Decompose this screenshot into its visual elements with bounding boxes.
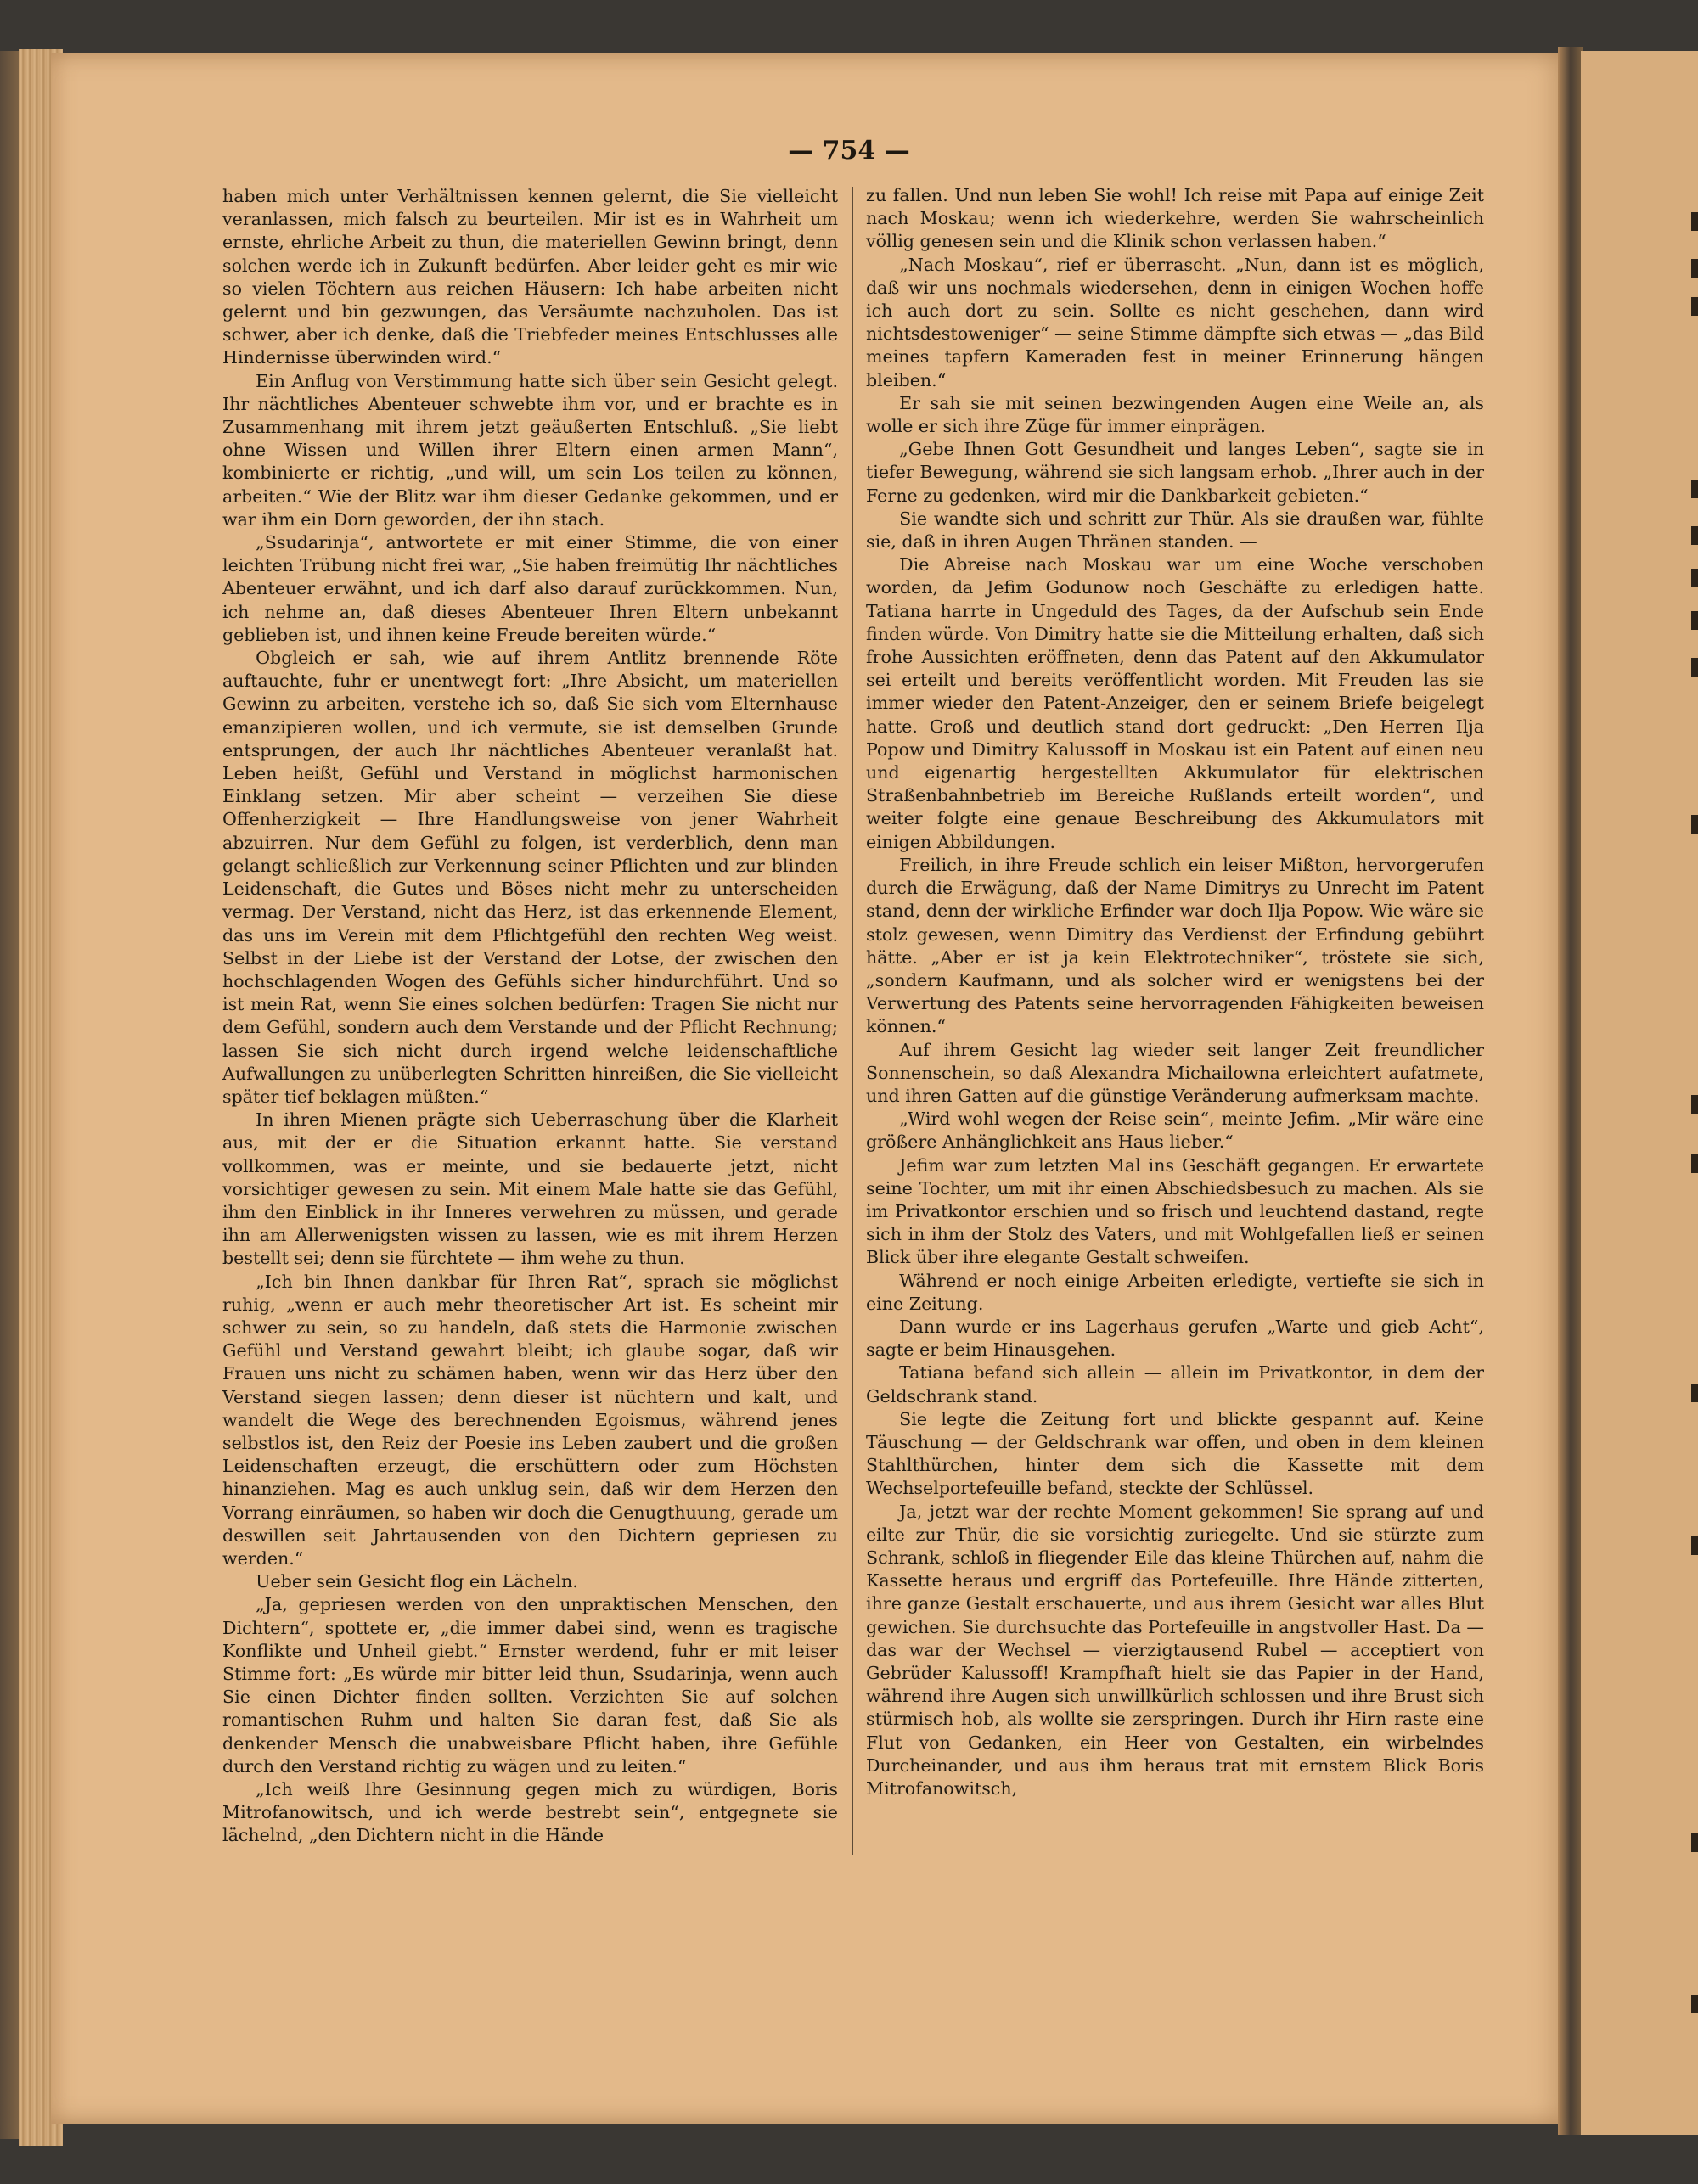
next-page-glyph <box>1691 259 1698 278</box>
paragraph: In ihren Mienen prägte sich Ueberraschung über die Klarheit aus, mit der er die Situation erkannt hatte. Sie verstand vollkommen, was er meinte, und sie bedauerte jetzt, nicht vorsichtiger gewesen zu sein. Mit einem Male hatte sie das Gefühl, ihm den Einblick in ihr Inneres verwehren zu müssen, und gerade ihn am Allerwenigsten wissen zu lassen, wie es mit ihrem Herzen bestellt sei; denn sie fürchtete — ihm wehe zu thun. <box>222 1109 838 1269</box>
next-page-glyph <box>1691 611 1698 630</box>
paragraph: Ueber sein Gesicht flog ein Lächeln. <box>256 1571 578 1592</box>
next-page-glyph <box>1691 526 1698 545</box>
paragraph: Er sah sie mit seinen bezwingenden Augen eine Weile an, als wolle er sich ihre Züge für immer einprägen. <box>866 392 1484 437</box>
next-page-glyph <box>1691 1536 1698 1555</box>
paragraph: Obgleich er sah, wie auf ihrem Antlitz brennende Röte auftauchte, fuhr er unentwegt fort: „Ihre Absicht, um materiellen Gewinn zu arbeiten, verstehe ich so, daß Sie sich vom Elternhause emanzipieren wollen, und ich vermute, sie ist demselben Grunde entsprungen, der auch Ihr nächtliches Abenteuer veranlaßt hat. Leben heißt, Gefühl und Verstand in möglichst harmonischen Einklang setzen. Mir aber scheint — verzeihen Sie diese Offenherzigkeit — Ihre Handlungsweise von jener Wahrheit abzuirren. Nur dem Gefühl zu folgen, ist verderblich, denn man gelangt schließlich zur Verkennung seiner Pflichten und zur blinden Leidenschaft, die Gutes und Böses nicht mehr zu unterscheiden vermag. Der Verstand, nicht das Herz, ist das erkennende Element, das uns im Verein mit dem Pflichtgefühl den rechten Weg weist. Selbst in der Liebe ist der Verstand der Lotse, der zwischen den hochschlagenden Wogen des Gefühls sicher hindurchführt. Und so ist mein Rat, wenn Sie eines solchen bedürfen: Tragen Sie nicht nur dem Gefühl, sondern auch dem Verstande und der Pflicht Rechnung; lassen Sie sich nicht durch irgend welche leidenschaftliche Aufwallungen zu unüberlegten Schritten hinreißen, die Sie vielleicht später tief beklagen müßten.“ <box>222 648 838 1107</box>
next-page-glyph <box>1691 569 1698 587</box>
paragraph: „Gebe Ihnen Gott Gesundheit und langes Leben“, sagte sie in tiefer Bewegung, während sie sich langsam erhob. „Ihrer auch in der Ferne zu gedenken, wird mir die Dankbarkeit gebieten.“ <box>866 439 1484 506</box>
column-divider <box>852 187 853 1855</box>
next-page-glyph <box>1691 1384 1698 1402</box>
next-page-glyph <box>1691 480 1698 498</box>
paragraph: Dann wurde er ins Lagerhaus gerufen „Warte und gieb Acht“, sagte er beim Hinausgehen. <box>866 1316 1484 1361</box>
next-page-glyph <box>1691 1095 1698 1114</box>
paragraph: Freilich, in ihre Freude schlich ein leiser Mißton, hervorgerufen durch die Erwägung, daß der Name Dimitrys zu Unrecht im Patent stand, denn der wirkliche Erfinder war doch Ilja Popow. Wie wäre sie stolz gewesen, wenn Dimitry das Verdienst der Erfindung gebührt hätte. „Aber er ist ja kein Elektrotechniker“, tröstete sie sich, „sondern Kaufmann, und als solcher wird er wenigstens bei der Verwertung des Patents seine hervorragenden Fähigkeiten beweisen können.“ <box>866 854 1484 1037</box>
next-page-edge <box>1581 51 1698 2135</box>
paragraph: Die Abreise nach Moskau war um eine Woche verschoben worden, da Jefim Godunow noch Geschäfte zu erledigen hatte. Tatiana harrte in Ungeduld des Tages, da der Aufschub sein Ende finden würde. Von Dimitry hatte sie die Mitteilung erhalten, daß sich frohe Aussichten eröffneten, denn das Patent auf den Akkumulator sei erteilt und bereits veröffentlicht worden. Mit Freuden las sie immer wieder den Patent-Anzeiger, den er seinem Briefe beigelegt hatte. Groß und deutlich stand dort gedruckt: „Den Herren Ilja Popow und Dimitry Kalussoff in Moskau ist ein Patent auf einen neu und eigenartig hergestellten Akkumulator für elektrischen Straßenbahnbetrieb im Bereiche Rußlands erteilt worden“, und weiter folgte eine genaue Beschreibung des Akkumulators mit einigen Abbildungen. <box>866 554 1484 852</box>
next-page-glyph <box>1691 1995 1698 2013</box>
paragraph: „Nach Moskau“, rief er überrascht. „Nun, dann ist es möglich, daß wir uns nochmals wiedersehen, denn in einigen Wochen hoffe ich auch dort zu sein. Sollte es nicht geschehen, dann wird nichtsdestoweniger“ — seine Stimme dämpfte sich etwas — „das Bild meines tapfern Kameraden fest in meiner Erinnerung hängen bleiben.“ <box>866 254 1484 390</box>
paragraph: Auf ihrem Gesicht lag wieder seit langer Zeit freundlicher Sonnenschein, so daß Alexandra Michailowna erleichtert aufatmete, und ihren Gatten auf die günstige Veränderung aufmerksam machte. <box>866 1039 1484 1106</box>
paragraph: „Ssudarinja“, antwortete er mit einer Stimme, die von einer leichten Trübung nicht frei war, „Sie haben freimütig Ihr nächtliches Abenteuer erwähnt, und ich darf also darauf zurückkommen. Nun, ich nehme an, daß dieses Abenteuer Ihren Eltern unbekannt geblieben ist, und ihnen keine Freude bereiten würde.“ <box>222 532 838 645</box>
paragraph: haben mich unter Verhältnissen kennen gelernt, die Sie vielleicht veranlassen, mich falsch zu beurteilen. Mir ist es in Wahrheit um ernste, ehrliche Arbeit zu thun, die materiellen Gewinn bringt, denn solchen werde ich in Zukunft bedürfen. Aber leider geht es mir wie so vielen Töchtern aus reichen Häusern: Ich habe arbeiten nicht gelernt und bin gezwungen, das Versäumte nachzuholen. Das ist schwer, aber ich denke, daß die Triebfeder meines Entschlusses alle Hindernisse überwinden wird.“ <box>222 186 838 368</box>
paragraph: „Ja, gepriesen werden von den unpraktischen Menschen, den Dichtern“, spottete er, „die immer dabei sind, wenn es tragische Konflikte und Unheil giebt.“ Ernster werdend, fuhr er mit leiser Stimme fort: „Es würde mir bitter leid thun, Ssudarinja, wenn auch Sie einen Dichter finden sollten. Verzichten Sie auf solchen romantischen Ruhm und halten Sie daran fest, daß Sie als denkender Mensch die unabweisbare Pflicht haben, ihre Gefühle durch den Verstand richtig zu wägen und zu leiten.“ <box>222 1594 838 1777</box>
right-column <box>866 184 1484 1800</box>
paragraph: „Ich weiß Ihre Gesinnung gegen mich zu würdigen, Boris Mitrofanowitsch, und ich werde bestrebt sein“, entgegnete sie lächelnd, „den Dichtern nicht in die Hände <box>222 1779 838 1846</box>
paragraph: Tatiana befand sich allein — allein im Privatkontor, in dem der Geldschrank stand. <box>866 1362 1484 1406</box>
next-page-glyph <box>1691 658 1698 677</box>
next-page-glyph <box>1691 212 1698 231</box>
next-page-glyph <box>1691 297 1698 316</box>
paragraph: Sie wandte sich und schritt zur Thür. Als sie draußen war, fühlte sie, daß in ihren Augen Thränen standen. — <box>866 508 1484 553</box>
book-gutter <box>1558 47 1583 2135</box>
left-column <box>222 185 838 1848</box>
paragraph: zu fallen. Und nun leben Sie wohl! Ich reise mit Papa auf einige Zeit nach Moskau; wenn ich wiederkehre, werden Sie wahrscheinlich völlig genesen sein und die Klinik schon verlassen haben.“ <box>866 185 1484 252</box>
paragraph: Während er noch einige Arbeiten erledigte, vertiefte sie sich in eine Zeitung. <box>866 1270 1484 1314</box>
paragraph: Ja, jetzt war der rechte Moment gekommen! Sie sprang auf und eilte zur Thür, die sie vorsichtig zuriegelte. Und sie stürzte zum Schrank, schloß in fliegender Eile das kleine Thürchen auf, nahm die Kassette heraus und ergriff das Portefeuille. Ihre Hände zitterten, ihre ganze Gestalt erschauerte, und aus ihrem Gesicht war alles Blut gewichen. Sie durchsuchte das Portefeuille in angstvoller Hast. Da — das war der Wechsel — vierzigtausend Rubel — acceptiert von Gebrüder Kalussoff! Krampfhaft hielt sie das Papier in der Hand, während ihre Augen sich unwillkürlich schlossen und ihre Brust sich stürmisch hob, als wollte sie zerspringen. Durch ihr Hirn raste eine Flut von Gedanken, ein Heer von Gestalten, ein wirbelndes Durcheinander, und aus ihm heraus trat mit ernstem Blick Boris Mitrofanowitsch, <box>866 1501 1484 1799</box>
page-number: — 754 — <box>788 136 910 166</box>
paragraph: Ein Anflug von Verstimmung hatte sich über sein Gesicht gelegt. Ihr nächtliches Abenteuer schwebte ihm vor, und er brachte es in Zusammenhang mit ihrem jetzt geäußerten Entschluß. „Sie liebt ohne Wissen und Willen ihrer Eltern einen armen Mann“, kombinierte er richtig, „und will, um sein Los teilen zu können, arbeiten.“ Wie der Blitz war ihm dieser Gedanke gekommen, und er war ihm ein Dorn geworden, der ihn stach. <box>222 370 838 530</box>
paragraph: Sie legte die Zeitung fort und blickte gespannt auf. Keine Täuschung — der Geldschrank war offen, und oben in dem kleinen Stahlthürchen, hinter dem sich die Kassette mit dem Wechselportefeuille befand, steckte der Schlüssel. <box>866 1408 1484 1499</box>
next-page-glyph <box>1691 815 1698 834</box>
next-page-glyph <box>1691 1154 1698 1173</box>
paragraph: „Ich bin Ihnen dankbar für Ihren Rat“, sprach sie möglichst ruhig, „wenn er auch mehr theoretischer Art ist. Es scheint mir schwer zu sein, so zu handeln, daß stets die Harmonie zwischen Gefühl und Verstand gewahrt bleibt; ich glaube sogar, daß wir Frauen uns nicht zu schämen haben, wenn wir das Herz über den Verstand siegen lassen; denn dieser ist nüchtern und kalt, und wandelt die Wege des berechnenden Egoismus, während jenes selbstlos ist, den Reiz der Poesie ins Leben zaubert und die großen Leidenschaften erzeugt, die erschüttern oder zum Höchsten hinanziehen. Mag es auch unklug sein, daß wir dem Herzen den Vorrang einräumen, so haben wir doch die Genugthuung, gerade um deswillen seit Jahrtausenden von den Dichtern gepriesen zu werden.“ <box>222 1271 838 1569</box>
next-page-glyph <box>1691 1833 1698 1852</box>
paragraph: Jefim war zum letzten Mal ins Geschäft gegangen. Er erwartete seine Tochter, um mit ihr einen Abschiedsbesuch zu machen. Als sie im Privatkontor erschien und so frisch und leuchtend dastand, regte sich in ihm der Stolz des Vaters, und mit Wohlgefallen ließ er seinen Blick über ihre elegante Gestalt schweifen. <box>866 1154 1484 1268</box>
paragraph: „Wird wohl wegen der Reise sein“, meinte Jefim. „Mir wäre eine größere Anhänglichkeit ans Haus lieber.“ <box>866 1109 1484 1153</box>
